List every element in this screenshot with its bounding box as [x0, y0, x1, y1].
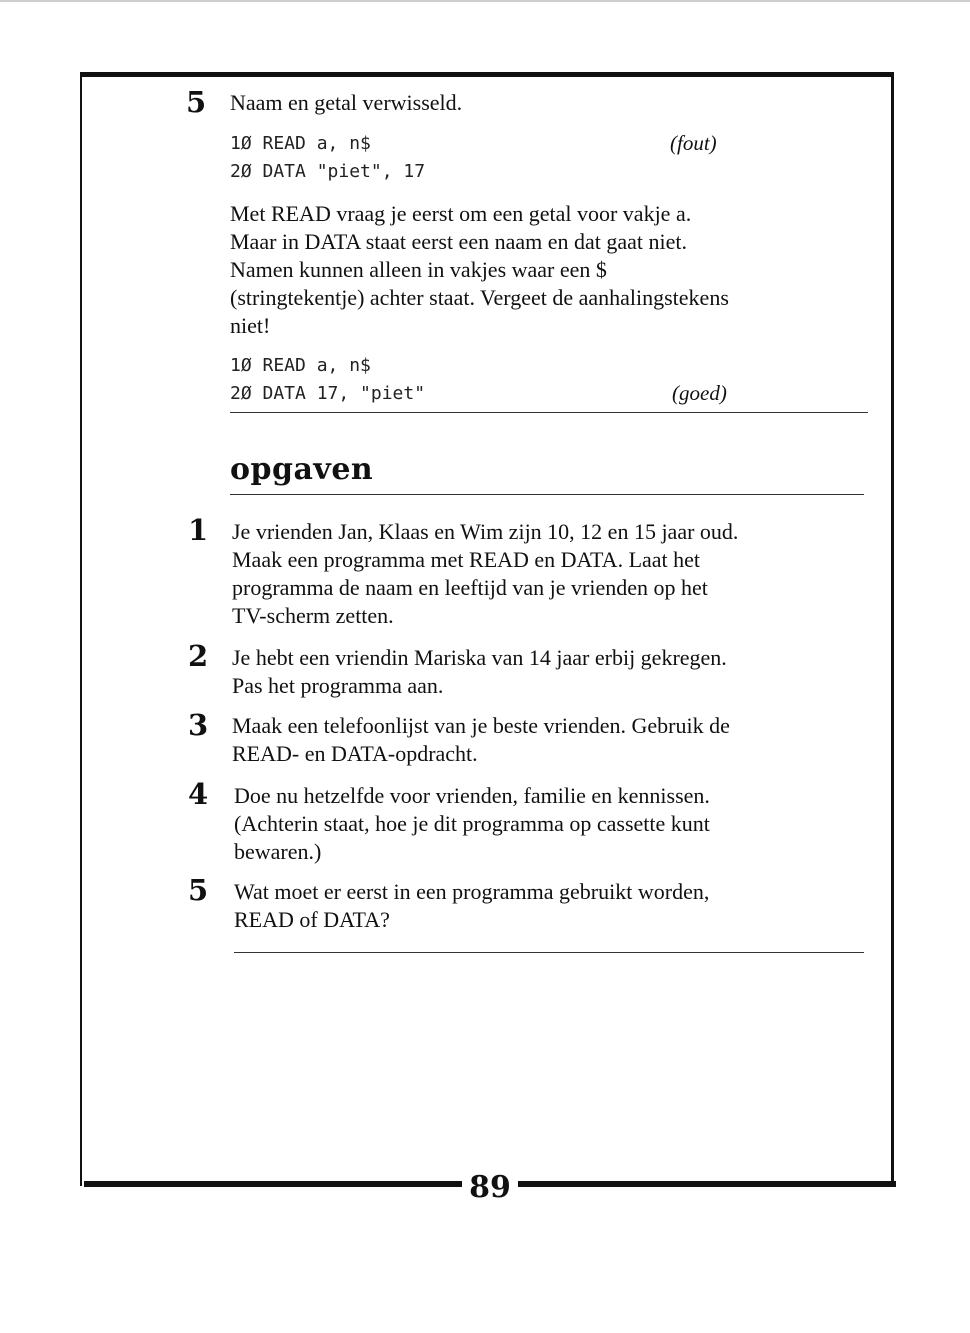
section-number: 5	[186, 85, 207, 119]
paragraph-line: Maar in DATA staat eerst een naam en dat gaat niet.	[230, 229, 688, 254]
exercise-line: Je vrienden Jan, Klaas en Wim zijn 10, 12 en 15 jaar oud.	[232, 519, 739, 544]
exercise-line: READ of DATA?	[234, 907, 390, 932]
exercise-number: 2	[188, 639, 209, 673]
exercise-line: Maak een programma met READ en DATA. Laat het	[232, 547, 701, 572]
divider	[234, 952, 864, 953]
exercise-number: 4	[188, 777, 209, 811]
paragraph-line: Namen kunnen alleen in vakjes waar een $	[230, 257, 607, 282]
code-line: 2Ø DATA 17, "piet"	[230, 383, 426, 404]
exercise-line: (Achterin staat, hoe je dit programma op cassette kunt	[234, 811, 710, 836]
divider	[230, 412, 868, 413]
paragraph-line: (stringtekentje) achter staat. Vergeet de aanhalingstekens	[230, 285, 729, 310]
heading-underline	[230, 494, 864, 495]
paragraph-line: Met READ vraag je eerst om een getal voor vakje a.	[230, 201, 692, 226]
section-intro: Naam en getal verwisseld.	[230, 90, 463, 115]
paragraph-line: niet!	[230, 313, 271, 338]
code-line: 2Ø DATA "piet", 17	[230, 161, 426, 182]
footer-rule-left	[84, 1181, 462, 1187]
exercise-number: 1	[188, 513, 209, 547]
code-annotation: (fout)	[670, 131, 717, 155]
code-line: 1Ø READ a, n$	[230, 133, 371, 154]
code-annotation: (goed)	[672, 381, 727, 405]
exercise-line: bewaren.)	[234, 839, 322, 864]
page-number: 89	[469, 1170, 511, 1205]
exercise-line: READ- en DATA-opdracht.	[232, 741, 478, 766]
exercise-number: 3	[188, 708, 209, 742]
code-line: 1Ø READ a, n$	[230, 355, 371, 376]
section-heading: opgaven	[230, 452, 374, 487]
exercise-number: 5	[188, 873, 209, 907]
exercise-line: Je hebt een vriendin Mariska van 14 jaar erbij gekregen.	[232, 645, 727, 670]
exercise-line: TV-scherm zetten.	[232, 603, 394, 628]
exercise-line: Pas het programma aan.	[232, 673, 444, 698]
scan-top-edge	[0, 0, 970, 2]
exercise-line: Wat moet er eerst in een programma gebruikt worden,	[234, 879, 710, 904]
footer-rule-right	[518, 1181, 896, 1187]
exercise-line: programma de naam en leeftijd van je vrienden op het	[232, 575, 708, 600]
exercise-line: Doe nu hetzelfde voor vrienden, familie en kennissen.	[234, 783, 710, 808]
exercise-line: Maak een telefoonlijst van je beste vrienden. Gebruik de	[232, 713, 730, 738]
